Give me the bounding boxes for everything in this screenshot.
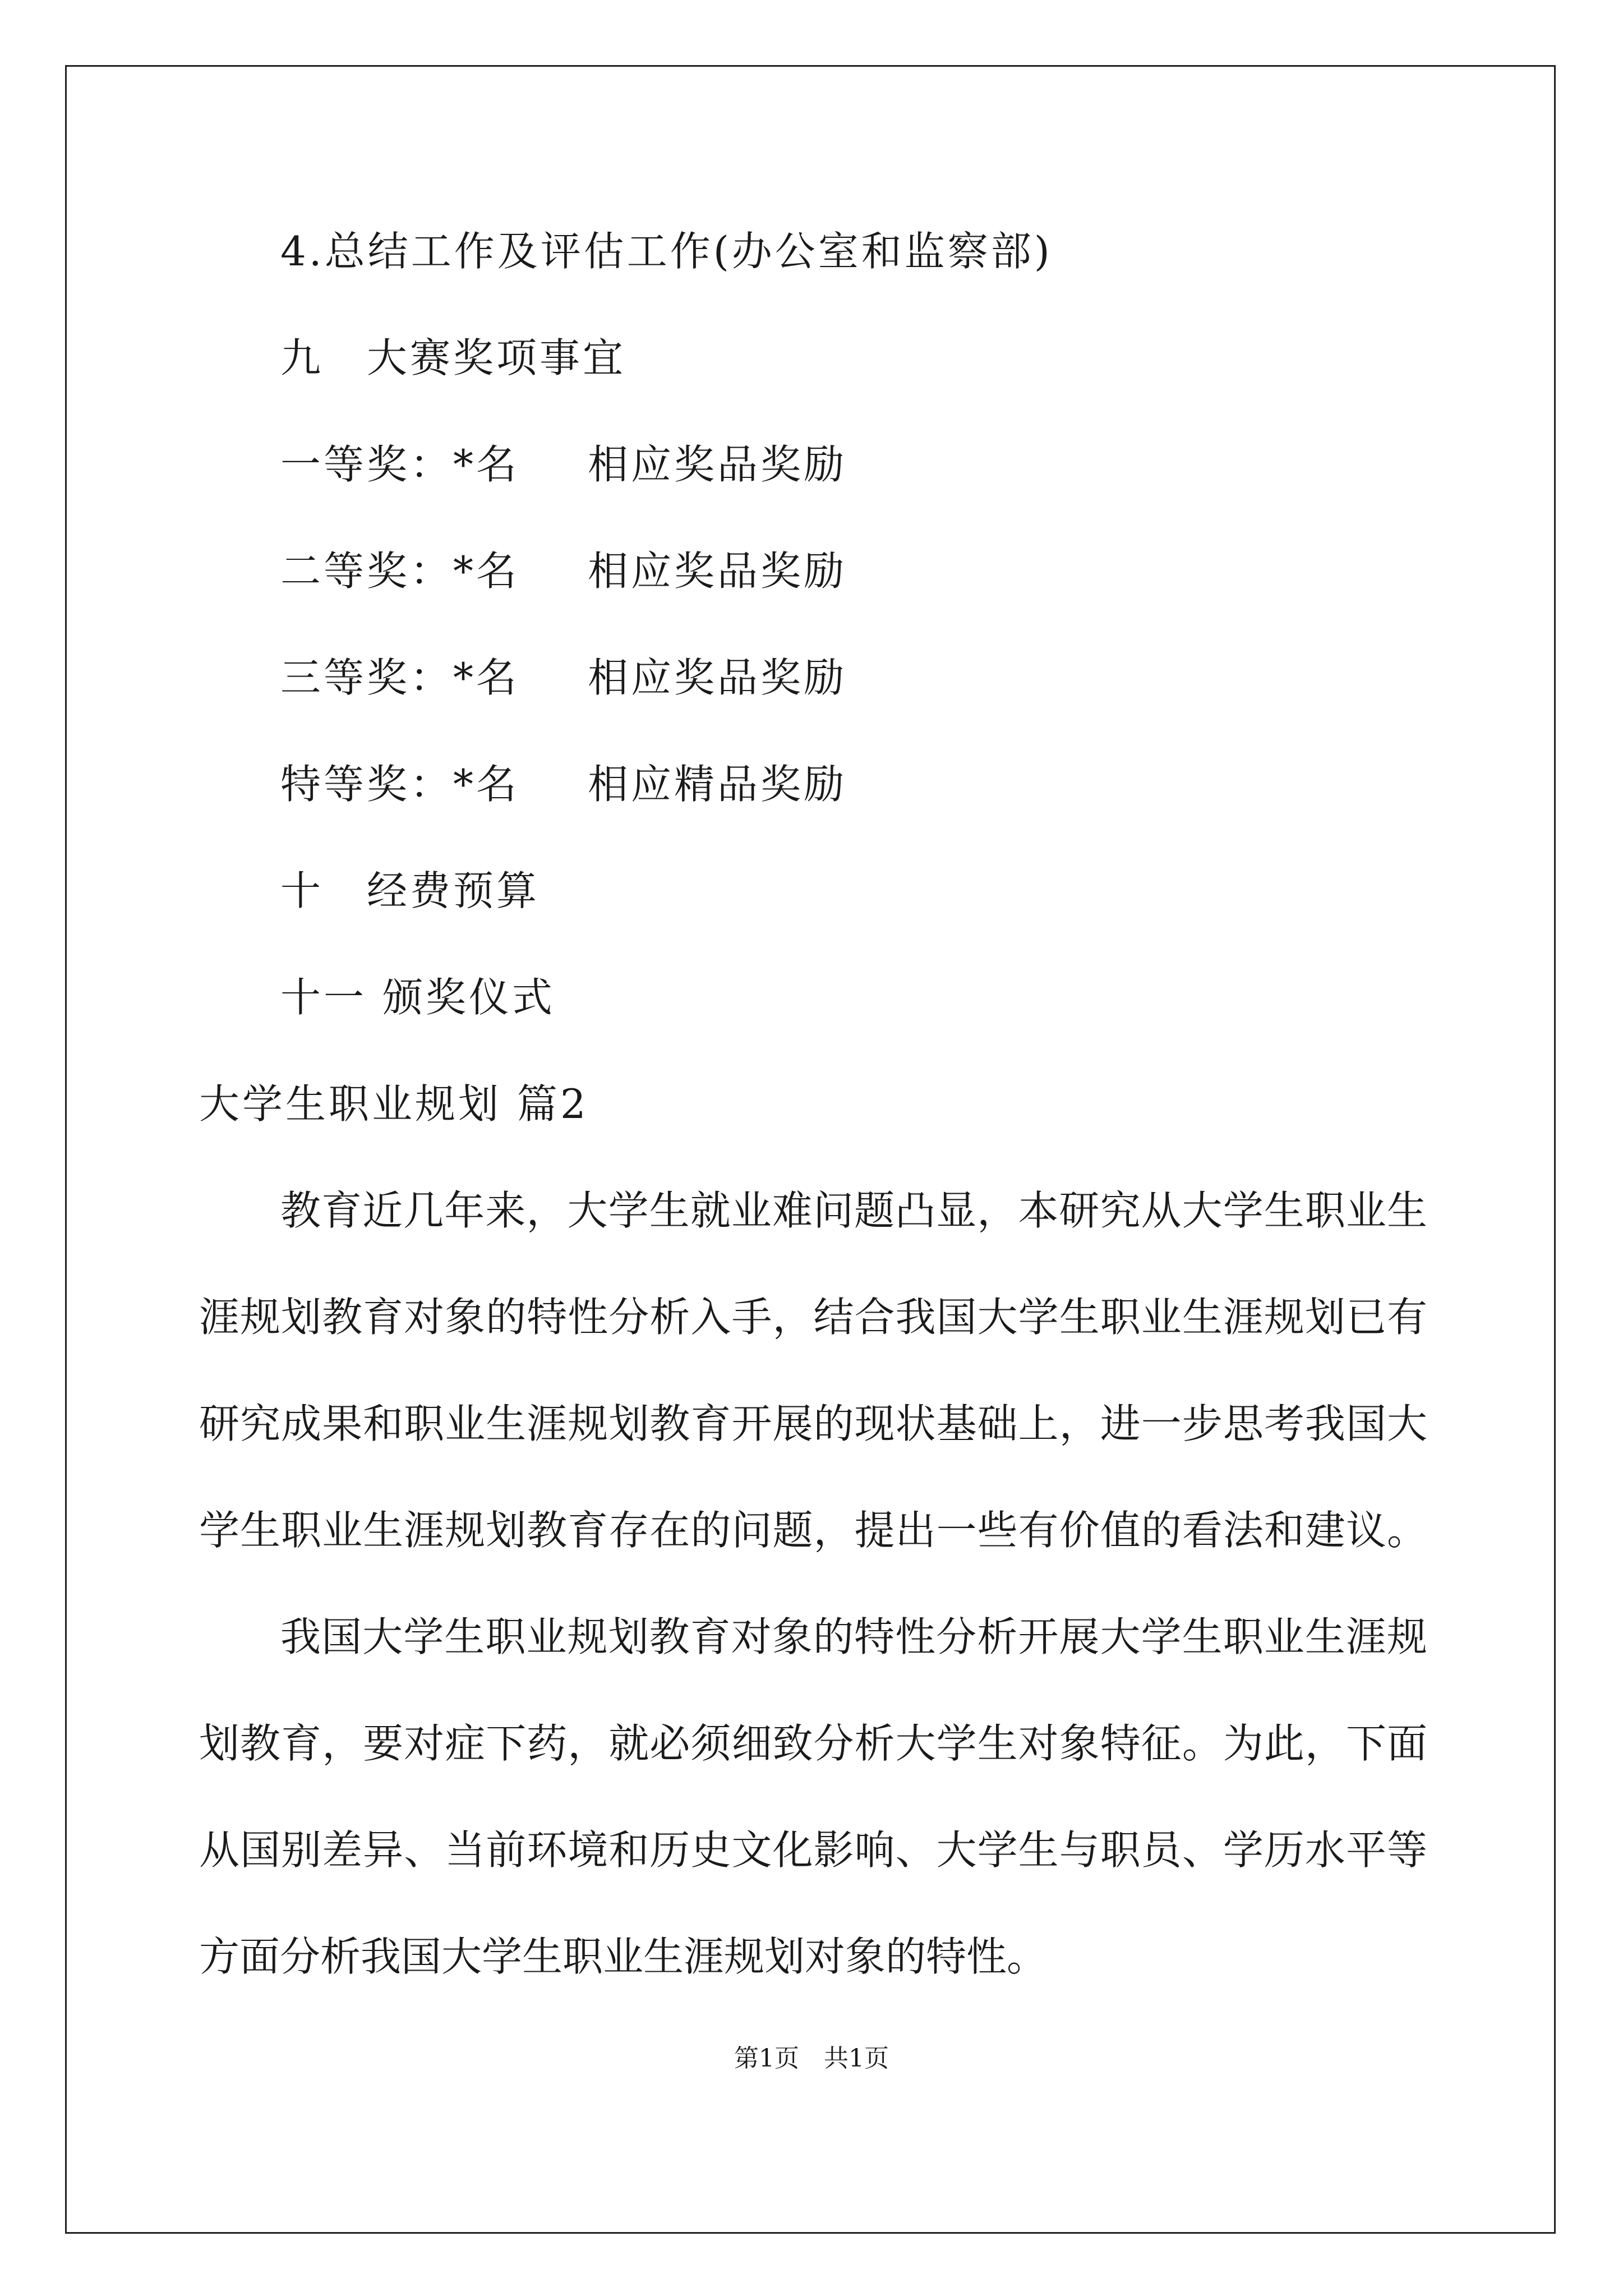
page-footer: 第1页 共1页 [734,2044,889,2073]
award-2-name: 二等奖：*名 [280,547,520,595]
para1-line: 教育近几年来，大学生就业难问题凸显，本研究从大学生职业生 [280,1187,1427,1234]
award-3-name: 三等奖：*名 [280,654,520,701]
para1-line: 研究成果和职业生涯规划教育开展的现状基础上，进一步思考我国大 [199,1400,1427,1447]
heading-10: 十 经费预算 [280,867,540,914]
para2-line: 从国别差异、当前环境和历史文化影响、大学生与职员、学历水平等 [199,1826,1427,1874]
para1-line: 学生职业生涯规划教育存在的问题，提出一些有价值的看法和建议。 [199,1507,1427,1554]
page-border [65,65,1556,2234]
heading-11: 十一 颁奖仪式 [280,974,555,1021]
para1-line: 涯规划教育对象的特性分析入手，结合我国大学生职业生涯规划已有 [199,1294,1427,1341]
item-4: 4.总结工作及评估工作(办公室和监察部) [280,228,1053,275]
para2-line: 划教育，要对症下药，就必须细致分析大学生对象特征。为此，下面 [199,1720,1427,1767]
award-1-name: 一等奖：*名 [280,441,520,488]
para2-line: 方面分析我国大学生职业生涯规划对象的特性。 [199,1933,1048,1980]
award-special-name: 特等奖：*名 [280,761,520,808]
para2-line: 我国大学生职业规划教育对象的特性分析开展大学生职业生涯规 [280,1613,1427,1660]
heading-9: 九 大赛奖项事宜 [280,334,626,381]
award-3-prize: 相应奖品奖励 [588,654,847,701]
article-title: 大学生职业规划 篇2 [199,1080,589,1128]
award-special-prize: 相应精品奖励 [588,761,847,808]
award-2-prize: 相应奖品奖励 [588,547,847,595]
award-1-prize: 相应奖品奖励 [588,441,847,488]
